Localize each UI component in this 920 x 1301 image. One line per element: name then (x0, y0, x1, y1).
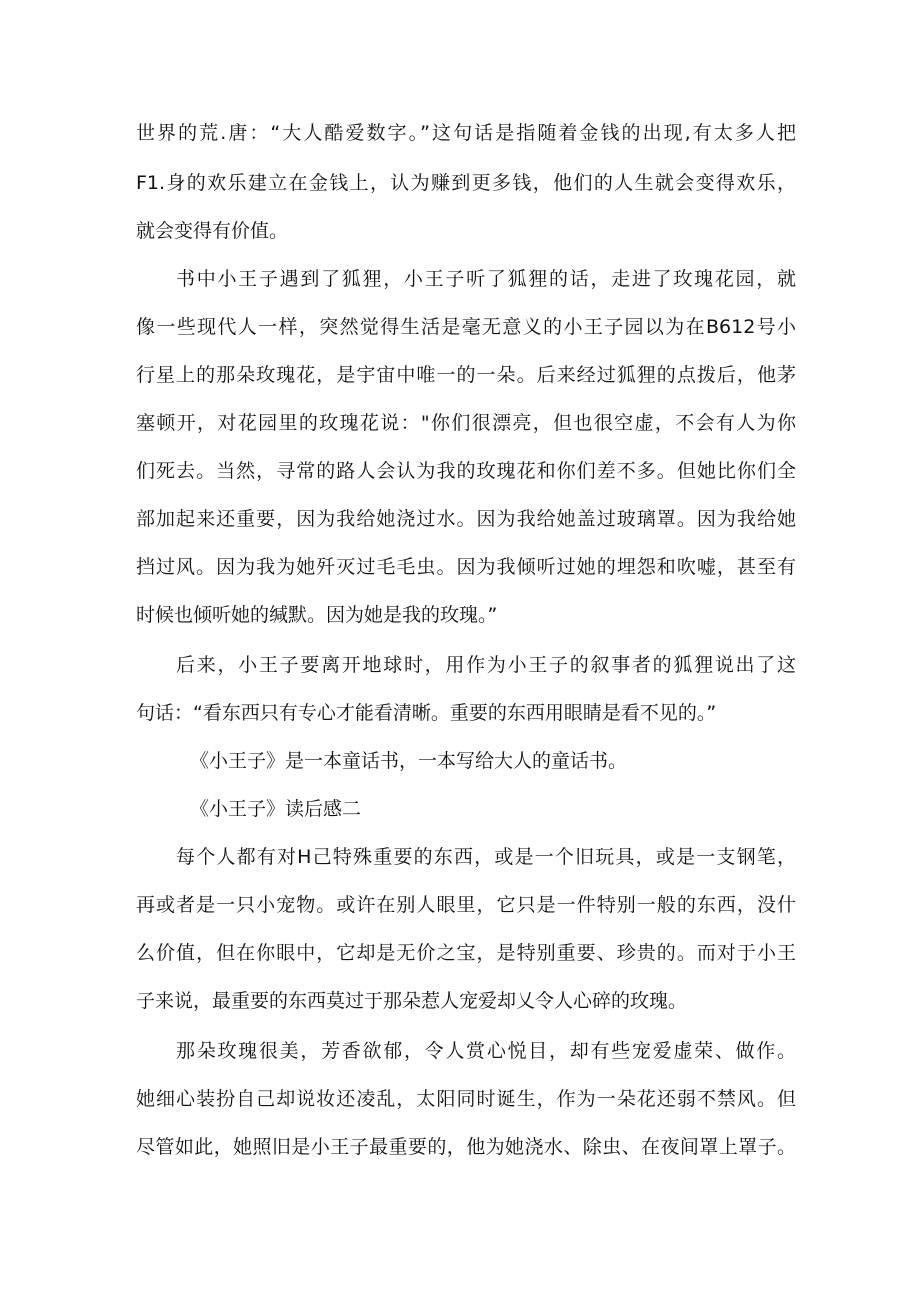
text-line: F1.身的欢乐建立在金钱上，认为赚到更多钱，他们的人生就会变得欢乐， (136, 172, 796, 194)
text-line: 就会变得有价值。 (136, 220, 289, 242)
text-line: 塞顿开，对花园里的玫瑰花说："你们很漂亮，但也很空虚，不会有人为你 (136, 412, 796, 434)
text-line: 书中小王子遇到了狐狸，小王子听了狐狸的话，走进了玫瑰花园，就 (176, 268, 796, 290)
text-line: 世界的荒.唐：“大人酷爱数字。”这句话是指随着金钱的出现,有太多人把 (136, 122, 796, 144)
text-line: 再或者是一只小宠物。或许在别人眼里，它只是一件特别一般的东西，没什 (136, 894, 796, 916)
text-line: 尽管如此，她照旧是小王子最重要的，他为她浇水、除虫、在夜间罩上罩子。 (136, 1136, 796, 1158)
text-line: 时候也倾听她的缄默。因为她是我的玫瑰。” (136, 604, 498, 626)
text-line: 《小王子》是一本童话书，一本写给大人的童话书。 (190, 750, 628, 772)
text-line: 么价值，但在你眼中，它却是无价之宝，是特别重要、珍贵的。而对于小王 (136, 942, 796, 964)
text-line: 行星上的那朵玫瑰花，是宇宙中唯一的一朵。后来经过狐狸的点拨后，他茅 (136, 364, 796, 386)
text-line: 子来说，最重要的东西莫过于那朵惹人宠爱却乂令人心碎的玫瑰。 (136, 990, 688, 1012)
text-line: 们死去。当然，寻常的路人会认为我的玫瑰花和你们差不多。但她比你们全 (136, 460, 796, 482)
text-line: 每个人都有对H己特殊重要的东西，或是一个旧玩具，或是一支钢笔， (176, 846, 796, 868)
text-line: 句话：“看东西只有专心才能看清晰。重要的东西用眼睛是看不见的。” (136, 702, 717, 724)
text-line: 像一些现代人一样，突然觉得生活是毫无意义的小王子园以为在B612号小 (136, 316, 796, 338)
text-line: 她细心装扮自己却说妆还凌乱，太阳同时诞生，作为一朵花还弱不禁风。但 (136, 1088, 796, 1110)
text-line: 后来，小王子要离开地球时，用作为小王子的叙事者的狐狸说出了这 (176, 654, 796, 676)
text-line: 部加起来还重要，因为我给她浇过水。因为我给她盖过玻璃罩。因为我给她 (136, 508, 796, 530)
section-heading: 《小王子》读后感二 (190, 798, 362, 820)
text-line: 那朵玫瑰很美，芳香欲郁，令人赏心悦目，却有些宠爱虚荣、做作。 (176, 1040, 796, 1062)
text-line: 挡过风。因为我为她歼灭过毛毛虫。因为我倾听过她的埋怨和吹嘘，甚至有 (136, 556, 796, 578)
